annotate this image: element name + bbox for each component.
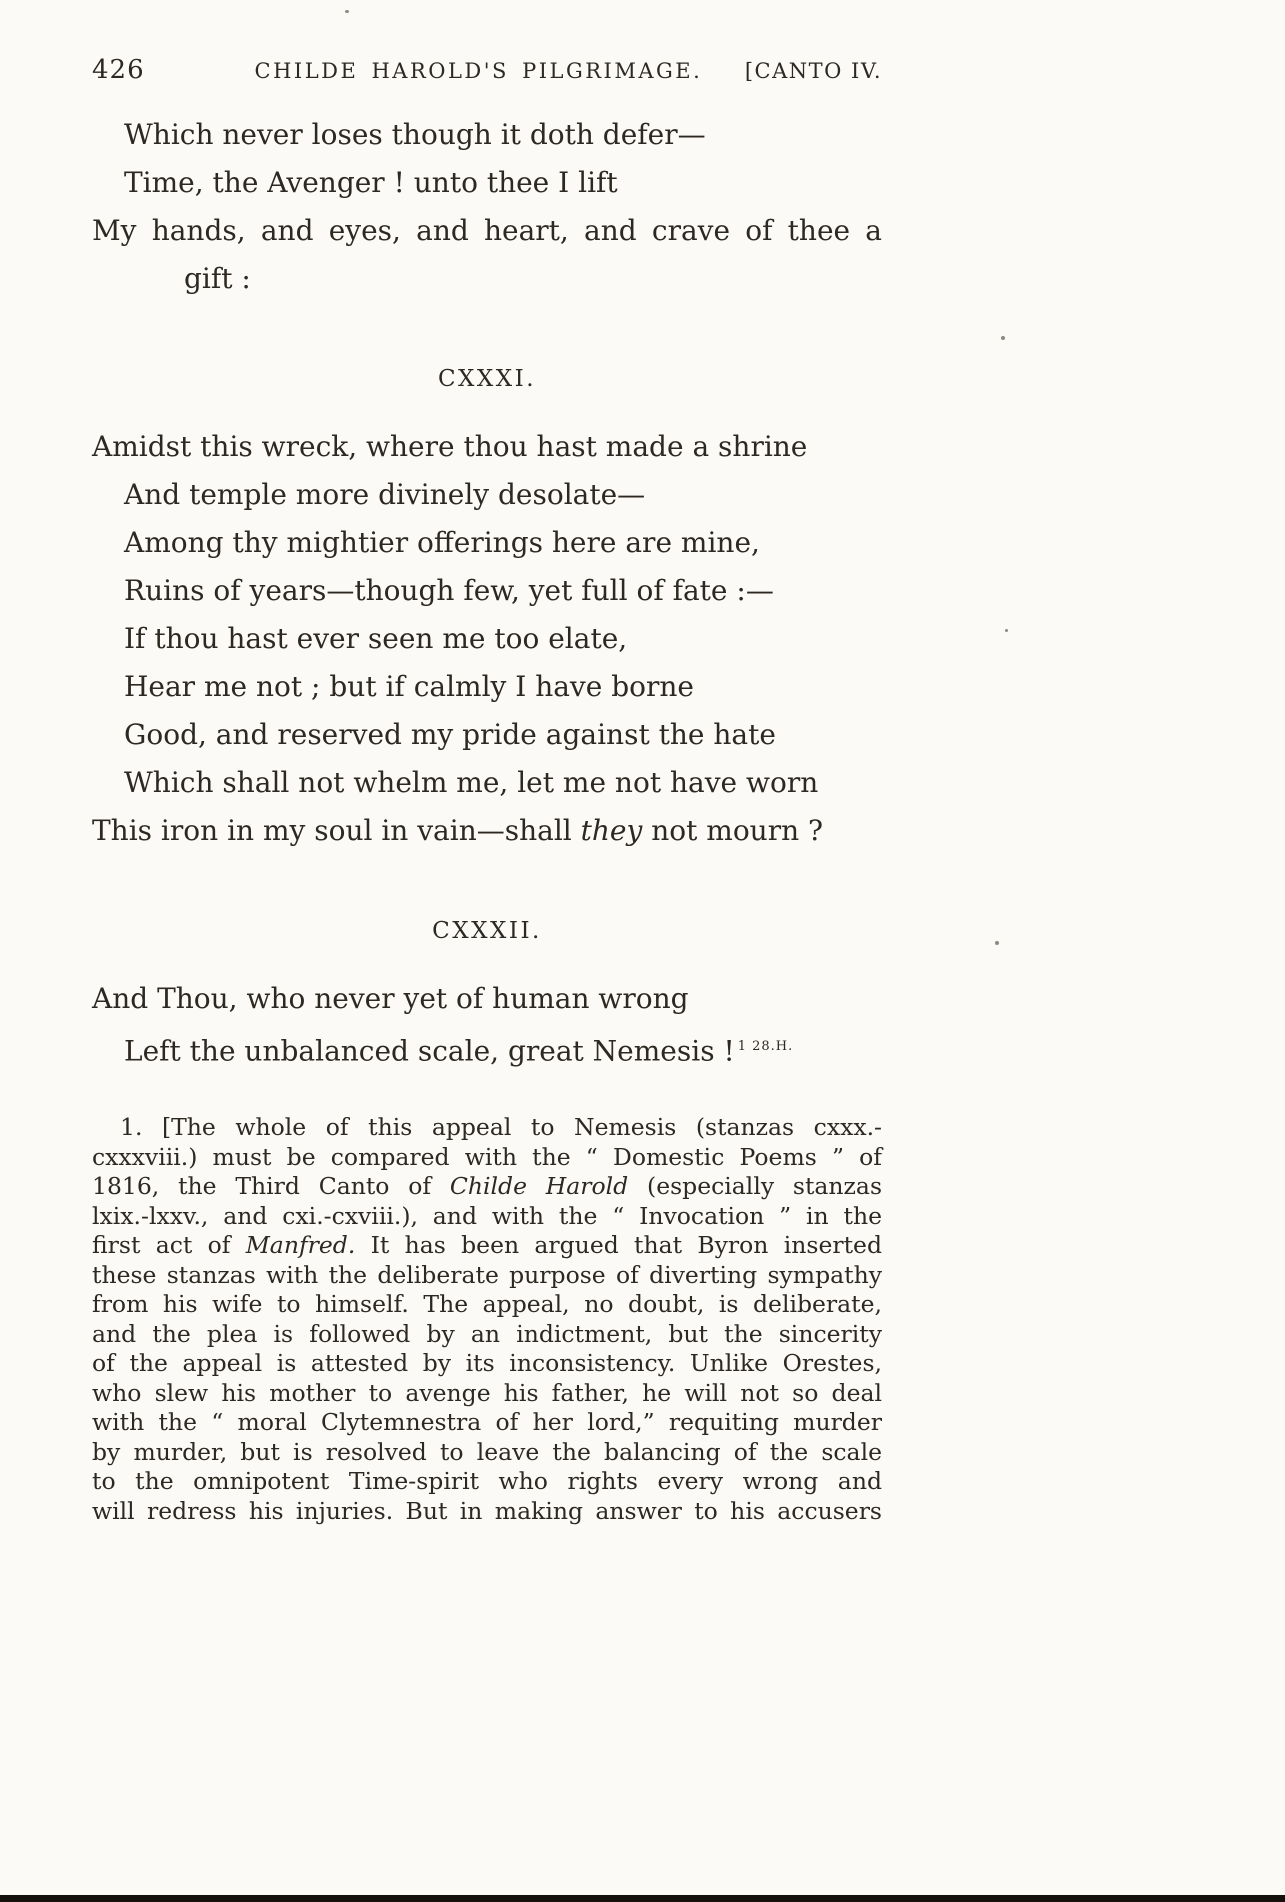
poem-line: Among thy mightier offerings here are mine, [124,526,760,559]
poem-line [92,1023,882,1075]
scan-speck [1005,629,1008,632]
footnote-text: 1816, the Third Canto of [92,1172,450,1201]
footnote-block [92,1113,882,1526]
footnote-line [92,1261,882,1291]
footnote-line [92,1202,882,1232]
stanza-cxxxii [92,975,882,1075]
poem-italic-word: they [580,814,643,847]
footnote-line [92,1408,882,1438]
footnote-text: first act of [92,1231,246,1260]
footnote-text: 1. [The whole of this appeal to Nemesis (stanzas cxxx.- [120,1113,882,1142]
footnote-line [92,1231,882,1261]
poem-line: Ruins of years—though few, yet full of fate :— [124,574,774,607]
footnote-text: cxxxviii.) must be compared with the “ Domestic Poems ” of [92,1142,882,1171]
footnote-line [92,1143,882,1173]
canto-label: [CANTO IV. [744,59,882,83]
footnote-text: with the “ moral Clytemnestra of her lord,” requiting murder [92,1408,882,1437]
footnote-line [92,1438,882,1468]
stanza-heading-cxxxi: CXXXI. [437,366,537,392]
poem-line [92,807,882,855]
poem-text: Left the unbalanced scale, great Nemesis ! [124,1034,735,1068]
poem-line: Amidst this wreck, where thou hast made a shrine [92,430,808,463]
page-number: 426 [92,55,145,85]
footnote-line [92,1497,882,1527]
poem-line: My hands, and eyes, and heart, and crave of thee a [92,214,882,247]
footnote-line [92,1349,882,1379]
footnote-text: It has been argued that Byron inserted [355,1231,882,1260]
running-title: CHILDE HAROLD'S PILGRIMAGE. [254,59,703,83]
poem-line: Hear me not ; but if calmly I have borne [124,670,694,703]
footnote-line [92,1290,882,1320]
poem-line: Good, and reserved my pride against the hate [124,718,776,751]
footnote-text: and the plea is followed by an indictment, but the sincerity [92,1319,882,1348]
footnote-text: lxix.-lxxv., and cxi.-cxviii.), and with the “ Invocation ” in the [92,1201,882,1230]
footnote-line [92,1467,882,1497]
scan-speck [995,941,999,945]
stanza-cxxx-continuation [92,111,882,303]
poem-text: This iron in my soul in vain—shall [92,814,581,847]
footnote-line [92,1172,882,1202]
scan-bottom-edge [0,1895,1285,1902]
footnote-text: of the appeal is attested by its inconsistency. Unlike Orestes, [92,1349,882,1378]
footnote-text: by murder, but is resolved to leave the balancing of the scale [92,1437,882,1466]
scan-speck [345,10,349,13]
footnote-text: (especially stanzas [628,1172,883,1201]
scan-speck [1001,336,1005,340]
page-header [92,56,882,85]
footnote-reference-mark: 1 28.H. [737,1039,794,1054]
footnote-text: who slew his mother to avenge his father, he will not so deal [92,1378,882,1407]
poem-line: Time, the Avenger ! unto thee I lift [124,166,618,199]
poem-line: If thou hast ever seen me too elate, [124,622,628,655]
footnote-text: to the omnipotent Time-spirit who rights every wrong and [92,1467,882,1496]
stanza-heading-cxxxii: CXXXII. [432,918,542,944]
footnote-text: from his wife to himself. The appeal, no doubt, is deliberate, [92,1290,882,1319]
footnote-italic: Manfred. [245,1231,356,1260]
footnote-italic: Childe Harold [449,1172,629,1201]
poem-line: Which never loses though it doth defer— [124,118,706,151]
poem-line: Which shall not whelm me, let me not have worn [124,766,819,799]
poem-line: gift : [184,262,251,295]
poem-line: And Thou, who never yet of human wrong [92,982,689,1015]
poem-text: not mourn ? [642,814,824,847]
footnote-text: will redress his injuries. But in making answer to his accusers [92,1496,882,1525]
footnote-line [92,1113,882,1143]
footnote-line [92,1379,882,1409]
footnote-line [92,1320,882,1350]
text-block [92,56,882,1526]
stanza-cxxxi [92,423,882,855]
footnote-text: these stanzas with the deliberate purpose of diverting sympathy [92,1260,882,1289]
poem-line: And temple more divinely desolate— [124,478,646,511]
